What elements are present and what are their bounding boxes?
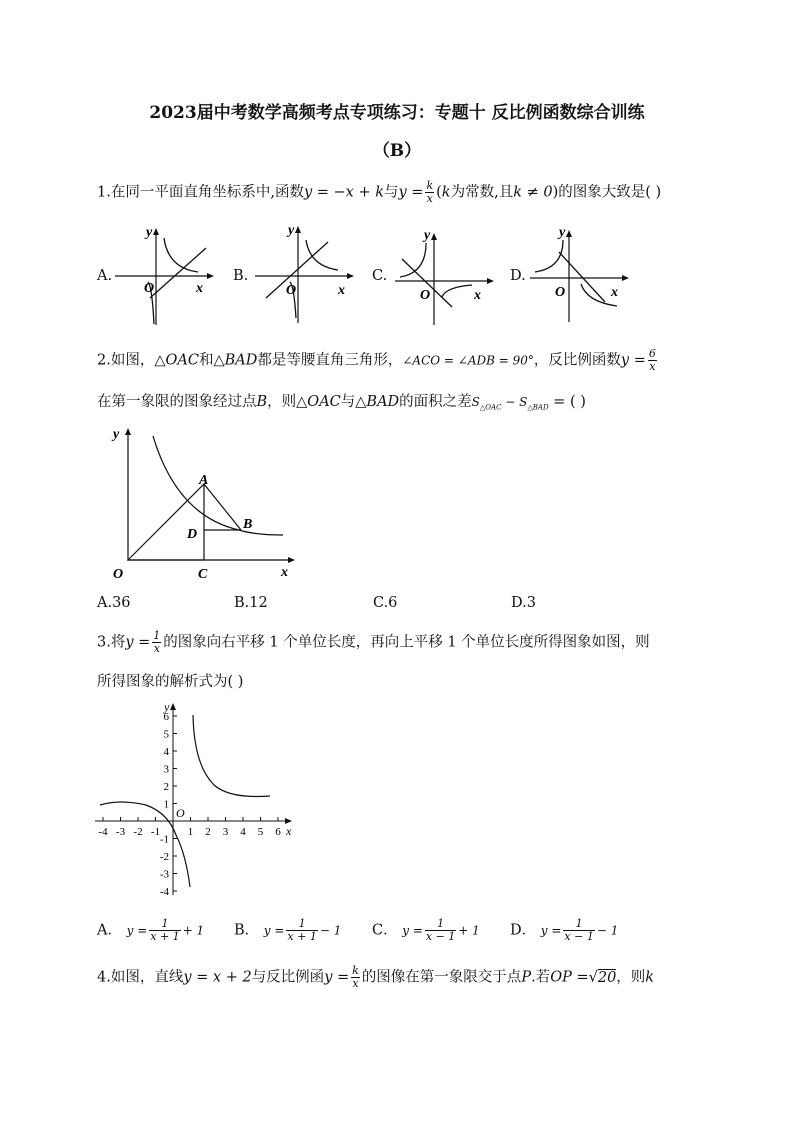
q3-xtick-label: 4 — [240, 826, 246, 838]
q3-ytick-label: 4 — [163, 746, 169, 758]
q3-ytick-label: -3 — [159, 868, 169, 881]
q1-frac-num: k — [426, 179, 434, 192]
q2-tri1: △OAC — [154, 352, 199, 369]
q3-b-num: 1 — [286, 918, 317, 931]
q4-post: ，则 — [616, 969, 646, 986]
q3-option-a[interactable] — [97, 918, 204, 943]
q1-const: 为常数,且 — [450, 184, 514, 201]
q1-and: 与 — [384, 184, 399, 201]
q1c-o: O — [420, 288, 431, 303]
q3-d-num: 1 — [563, 918, 594, 931]
question-3-line-2: 所得图象的解析式为( ) — [97, 674, 244, 690]
q3-b-frac — [286, 918, 317, 943]
question-2-line-2 — [97, 390, 586, 411]
q1a-y: y — [146, 225, 153, 240]
q1-pre: 1.在同一平面直角坐标系中,函数 — [97, 184, 304, 201]
q1-graph-c — [390, 225, 502, 330]
q3-d-label: D． — [510, 922, 537, 939]
q3-d-lhs: y = — [540, 923, 562, 938]
q3-ytick-label: -4 — [159, 886, 169, 898]
q3-d-den: x − 1 — [564, 930, 594, 943]
q2-label-d: D — [187, 527, 198, 542]
q1-option-b[interactable]: B. — [233, 268, 249, 284]
q3-a-frac — [149, 918, 180, 943]
q2-with: 与 — [340, 394, 356, 410]
q3-b-lhs: y = — [263, 923, 285, 938]
question-1-text — [97, 180, 661, 205]
q1d-o: O — [555, 285, 566, 300]
q3-c-num: 1 — [425, 918, 456, 931]
q4-root: 20 — [597, 969, 617, 986]
q2-option-c[interactable]: C.6 — [373, 595, 398, 611]
q2-area-diff — [471, 395, 549, 412]
q3-option-c[interactable] — [372, 918, 480, 943]
q4-line-eq: y = x + 2 — [183, 969, 252, 986]
q3-c-tail: + 1 — [458, 923, 480, 938]
q3-pre: 3.将 — [97, 634, 126, 651]
q1-k: k — [441, 184, 451, 201]
q3-a-num: 1 — [149, 918, 180, 931]
q2-point-b: B — [256, 394, 268, 410]
q2-angle: ∠ACO = ∠ADB = 90° — [402, 353, 534, 368]
q2-tri2b: △BAD — [355, 394, 400, 410]
q3-axis-x: x — [286, 824, 292, 838]
q3-d-frac — [563, 918, 594, 943]
q3-xtick-label: -4 — [98, 826, 108, 838]
q2-tri1b: △OAC — [296, 394, 341, 410]
q4-sqrt: √20 — [588, 969, 617, 986]
q2-label-c: C — [198, 567, 208, 582]
q3-b-tail: − 1 — [319, 923, 342, 938]
question-2-line-1 — [97, 348, 659, 373]
q2-sub1: △OAC — [479, 403, 502, 412]
q3-c-frac — [425, 918, 456, 943]
q2-func-lhs: y = — [620, 352, 646, 369]
q3-a-den: x + 1 — [150, 930, 180, 943]
document-subtitle: （B） — [372, 141, 422, 161]
q3-figure — [90, 695, 305, 900]
q3-xtick-label: -2 — [133, 826, 143, 838]
q3-func-lhs: y = — [125, 634, 151, 651]
q2-mid: 都是等腰直角三角形， — [257, 352, 403, 369]
q3-d-tail: − 1 — [596, 923, 619, 938]
q1b-y: y — [288, 223, 295, 238]
q4-mid3: .若 — [531, 969, 551, 986]
q3-fraction — [152, 630, 161, 655]
q3-ytick-label: 3 — [163, 763, 169, 776]
q3-xtick-label: 1 — [187, 826, 194, 838]
q2-pre: 2.如图， — [97, 352, 155, 369]
q2-label-b: B — [243, 517, 253, 532]
q3-axis-y: y — [164, 700, 170, 714]
q4-k: k — [645, 969, 655, 986]
q2-axis-x: x — [281, 565, 288, 580]
q1a-o: O — [144, 281, 155, 296]
q2-option-b[interactable]: B.12 — [234, 595, 268, 611]
q3-frac-num: 1 — [153, 629, 161, 642]
q4-fraction — [351, 965, 360, 990]
q1-graph-a — [110, 220, 222, 330]
q1-post: )的图象大致是( ) — [552, 184, 662, 201]
q1d-y: y — [559, 225, 566, 240]
q2-l2-mid: ，则 — [267, 394, 297, 410]
q3-xtick-label: 5 — [257, 826, 264, 838]
q3-option-b[interactable] — [234, 918, 341, 943]
q1-fraction — [425, 180, 434, 205]
q2-option-d[interactable]: D.3 — [511, 595, 536, 611]
q1c-x: x — [474, 288, 481, 303]
q2-sub2: △BAD — [527, 403, 549, 412]
q4-op: OP = — [550, 969, 589, 986]
q3-c-lhs: y = — [402, 923, 423, 938]
q3-post: 的图象向右平移 1 个单位长度，再向上平移 1 个单位长度所得图象如图，则 — [163, 634, 650, 651]
q3-ytick-label: 6 — [163, 711, 169, 723]
question-4-text — [97, 965, 654, 990]
q3-frac-den: x — [153, 642, 160, 655]
q2-axis-y: y — [113, 427, 120, 442]
q2-post: = ( ) — [548, 394, 586, 410]
q1-cond: k ≠ 0 — [513, 184, 553, 201]
q4-frac-num: k — [352, 964, 359, 977]
q2-minus: − — [501, 395, 520, 409]
q3-a-label: A． — [97, 922, 122, 939]
q2-figure — [105, 420, 305, 582]
q1-func-inv-lhs: y = — [398, 184, 424, 201]
q4-point: P — [521, 969, 532, 986]
q2-tri2: △BAD — [213, 352, 258, 369]
q2-l2-pre: 在第一象限的图象经过点 — [97, 394, 257, 410]
q3-ytick-label: 5 — [163, 728, 169, 741]
q2-frac-num: 6 — [648, 347, 656, 360]
q4-frac-den: x — [352, 977, 359, 990]
q4-mid: 与反比例函 — [251, 969, 325, 986]
q3-xtick-label: 2 — [205, 826, 211, 838]
q2-label-o: O — [113, 567, 124, 582]
q3-a-lhs: y = — [126, 923, 148, 938]
q3-b-den: x + 1 — [287, 930, 317, 943]
q4-func-lhs: y = — [324, 969, 350, 986]
q2-and: 和 — [198, 352, 214, 369]
q4-mid2: 的图像在第一象限交于点 — [361, 969, 522, 986]
q1b-o: O — [286, 283, 297, 298]
q1-frac-den: x — [426, 192, 433, 205]
q3-c-label: C． — [372, 922, 398, 939]
q3-xtick-label: -3 — [115, 826, 126, 838]
question-3-line-1 — [97, 630, 650, 655]
q2-s1: S — [471, 395, 480, 409]
q3-xtick-label: 6 — [275, 826, 281, 838]
q2-mid2: ，反比例函数 — [533, 352, 621, 369]
q3-xtick-label: 3 — [222, 826, 229, 838]
q3-xtick-label: -1 — [150, 826, 161, 838]
q1c-y: y — [424, 228, 431, 243]
q2-s2: S — [519, 395, 528, 409]
q1-option-a[interactable]: A. — [97, 268, 113, 284]
q3-ytick-label: -1 — [159, 833, 169, 846]
q2-option-a[interactable]: A.36 — [97, 595, 131, 611]
q3-option-d[interactable] — [510, 918, 618, 943]
document-title: 2023届中考数学高频考点专项练习：专题十 反比例函数综合训练 — [149, 103, 645, 123]
q3-origin: O — [176, 806, 185, 820]
q1d-x: x — [611, 285, 618, 300]
q2-l2-mid2: 的面积之差 — [399, 394, 472, 410]
q2-fraction — [648, 348, 657, 373]
q4-pre: 4.如图，直线 — [97, 969, 184, 986]
q2-frac-den: x — [649, 360, 656, 373]
q1-graph-b — [250, 218, 362, 328]
q1-option-c[interactable]: C. — [372, 268, 388, 284]
q3-ytick-label: 2 — [163, 781, 169, 793]
q1-graph-d — [525, 222, 637, 327]
q3-c-den: x − 1 — [425, 930, 456, 943]
q3-ytick-label: -2 — [159, 851, 169, 863]
q1b-x: x — [338, 283, 345, 298]
q3-a-tail: + 1 — [182, 923, 205, 938]
q3-ytick-label: 1 — [163, 798, 169, 811]
q1a-x: x — [196, 281, 203, 296]
q1-func-line: y = −x + k — [303, 184, 384, 201]
q3-b-label: B． — [234, 922, 260, 939]
q1-option-d[interactable]: D. — [510, 268, 526, 284]
q1-paren: ( — [436, 184, 442, 201]
q2-label-a: A — [199, 473, 209, 488]
